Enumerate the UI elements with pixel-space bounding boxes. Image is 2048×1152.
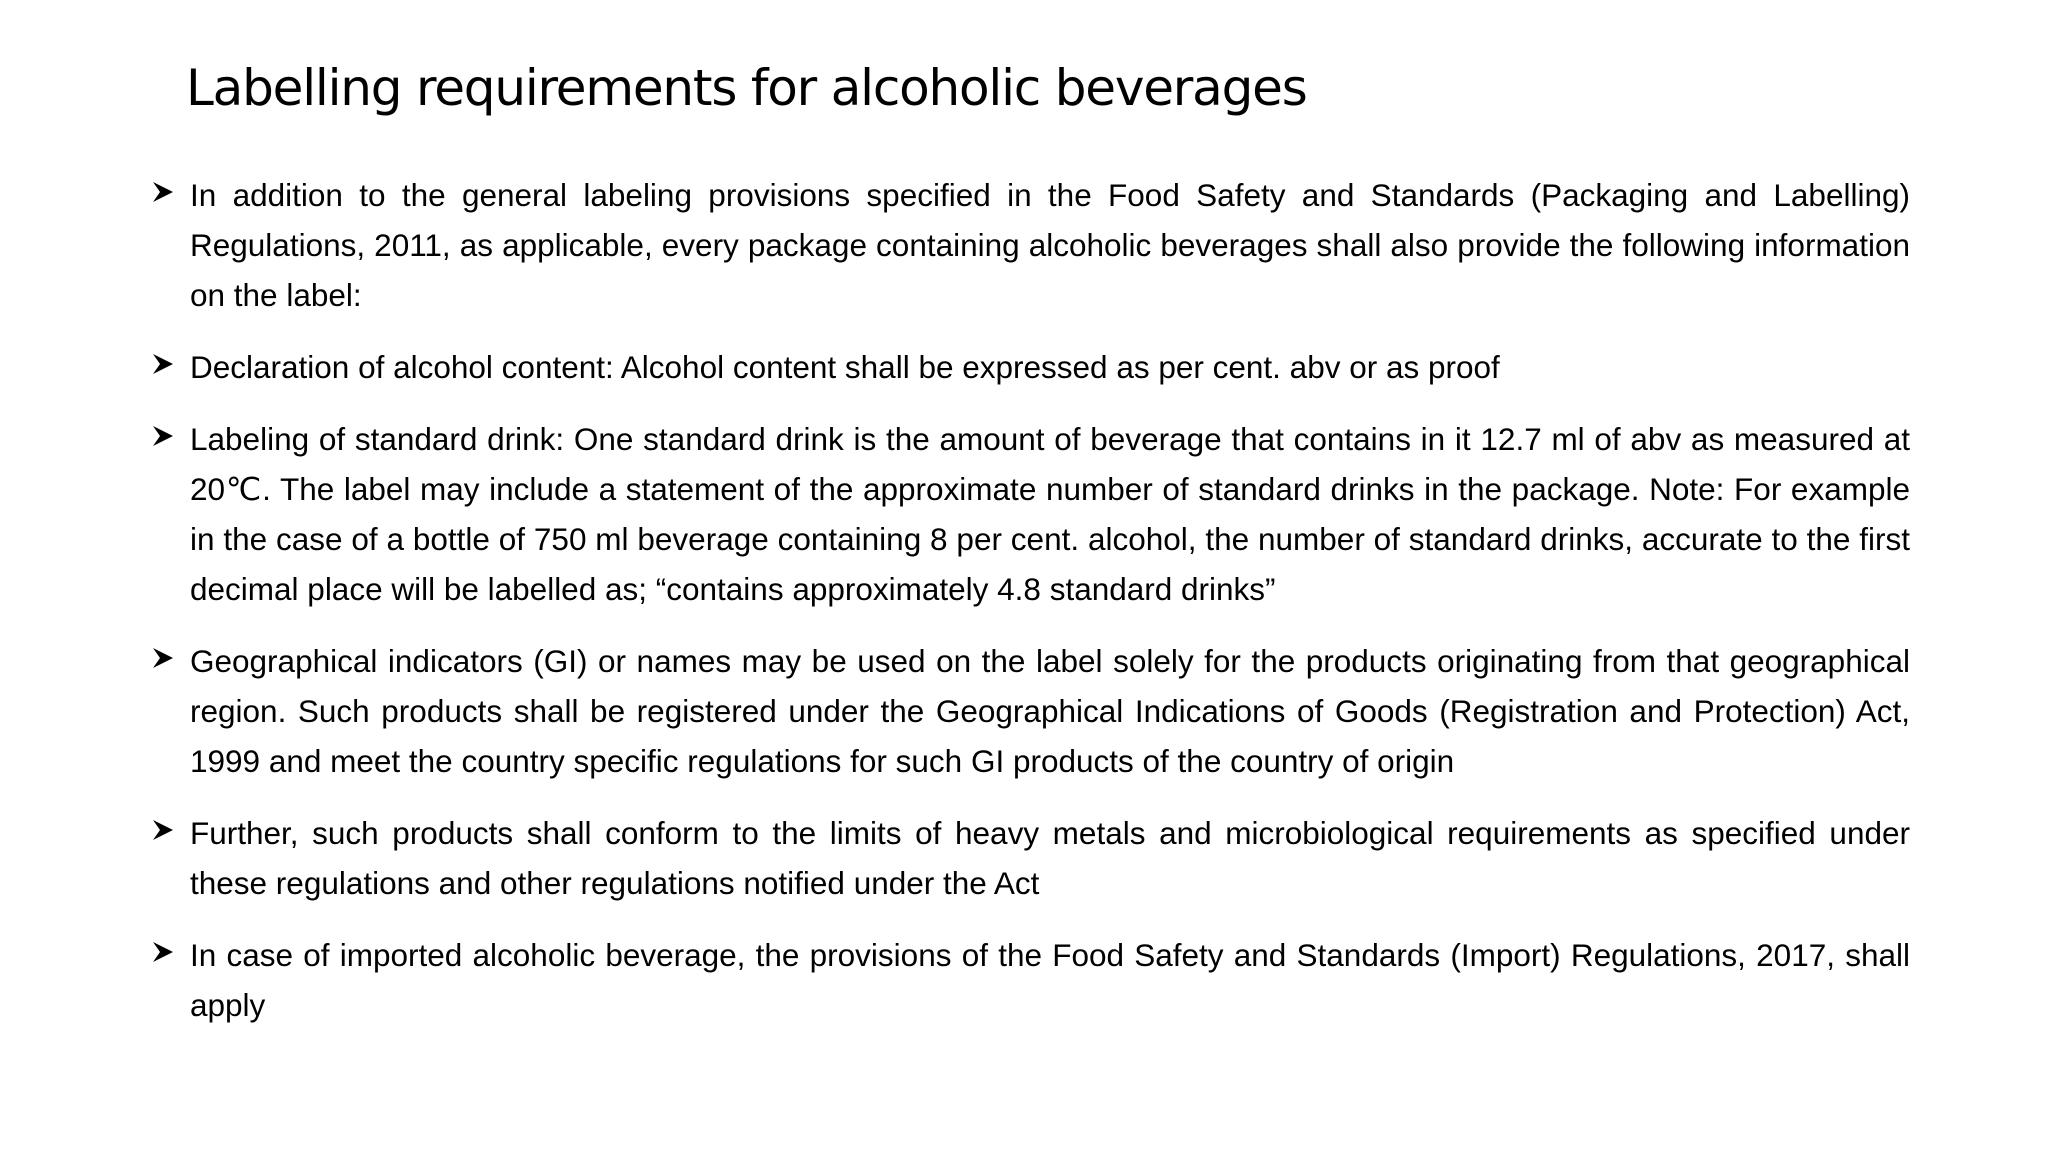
arrowhead-icon: [150, 939, 176, 965]
bullet-item: [150, 930, 1910, 1030]
bullet-item: [150, 342, 1910, 392]
bullet-item: [150, 808, 1910, 908]
bullet-text: Further, such products shall conform to the limits of heavy metals and microbiological requirements as specified under these regulations and other regulations notified under the Act: [190, 815, 1910, 901]
arrowhead-icon: [150, 423, 176, 449]
slide-title: Labelling requirements for alcoholic beverages: [186, 59, 1307, 117]
bullet-text: In addition to the general labeling provisions specified in the Food Safety and Standards (Packaging and Labelling) Regulations, 2011, as applicable, every package containing alcoholic beverages shall also provide the following information on the label:: [190, 177, 1910, 313]
bullet-text: Declaration of alcohol content: Alcohol content shall be expressed as per cent. abv or as proof: [190, 349, 1500, 385]
bullet-list: [150, 170, 1910, 1052]
bullet-text: Geographical indicators (GI) or names may be used on the label solely for the products originating from that geographical region. Such products shall be registered under the Geographical Indications of Goods (Registration and Protection) Act, 1999 and meet the country specific regulations for such GI products of the country of origin: [190, 643, 1910, 779]
bullet-text: Labeling of standard drink: One standard drink is the amount of beverage that contains in it 12.7 ml of abv as measured at 20℃. The label may include a statement of the approximate number of standard drinks in the package. Note: For example in the case of a bottle of 750 ml beverage containing 8 per cent. alcohol, the number of standard drinks, accurate to the first decimal place will be labelled as; “contains approximately 4.8 standard drinks”: [190, 421, 1910, 607]
bullet-item: [150, 414, 1910, 614]
arrowhead-icon: [150, 817, 176, 843]
arrowhead-icon: [150, 645, 176, 671]
arrowhead-icon: [150, 179, 176, 205]
bullet-item: [150, 170, 1910, 320]
arrowhead-icon: [150, 351, 176, 377]
bullet-text: In case of imported alcoholic beverage, the provisions of the Food Safety and Standards (Import) Regulations, 2017, shall apply: [190, 937, 1910, 1023]
bullet-item: [150, 636, 1910, 786]
